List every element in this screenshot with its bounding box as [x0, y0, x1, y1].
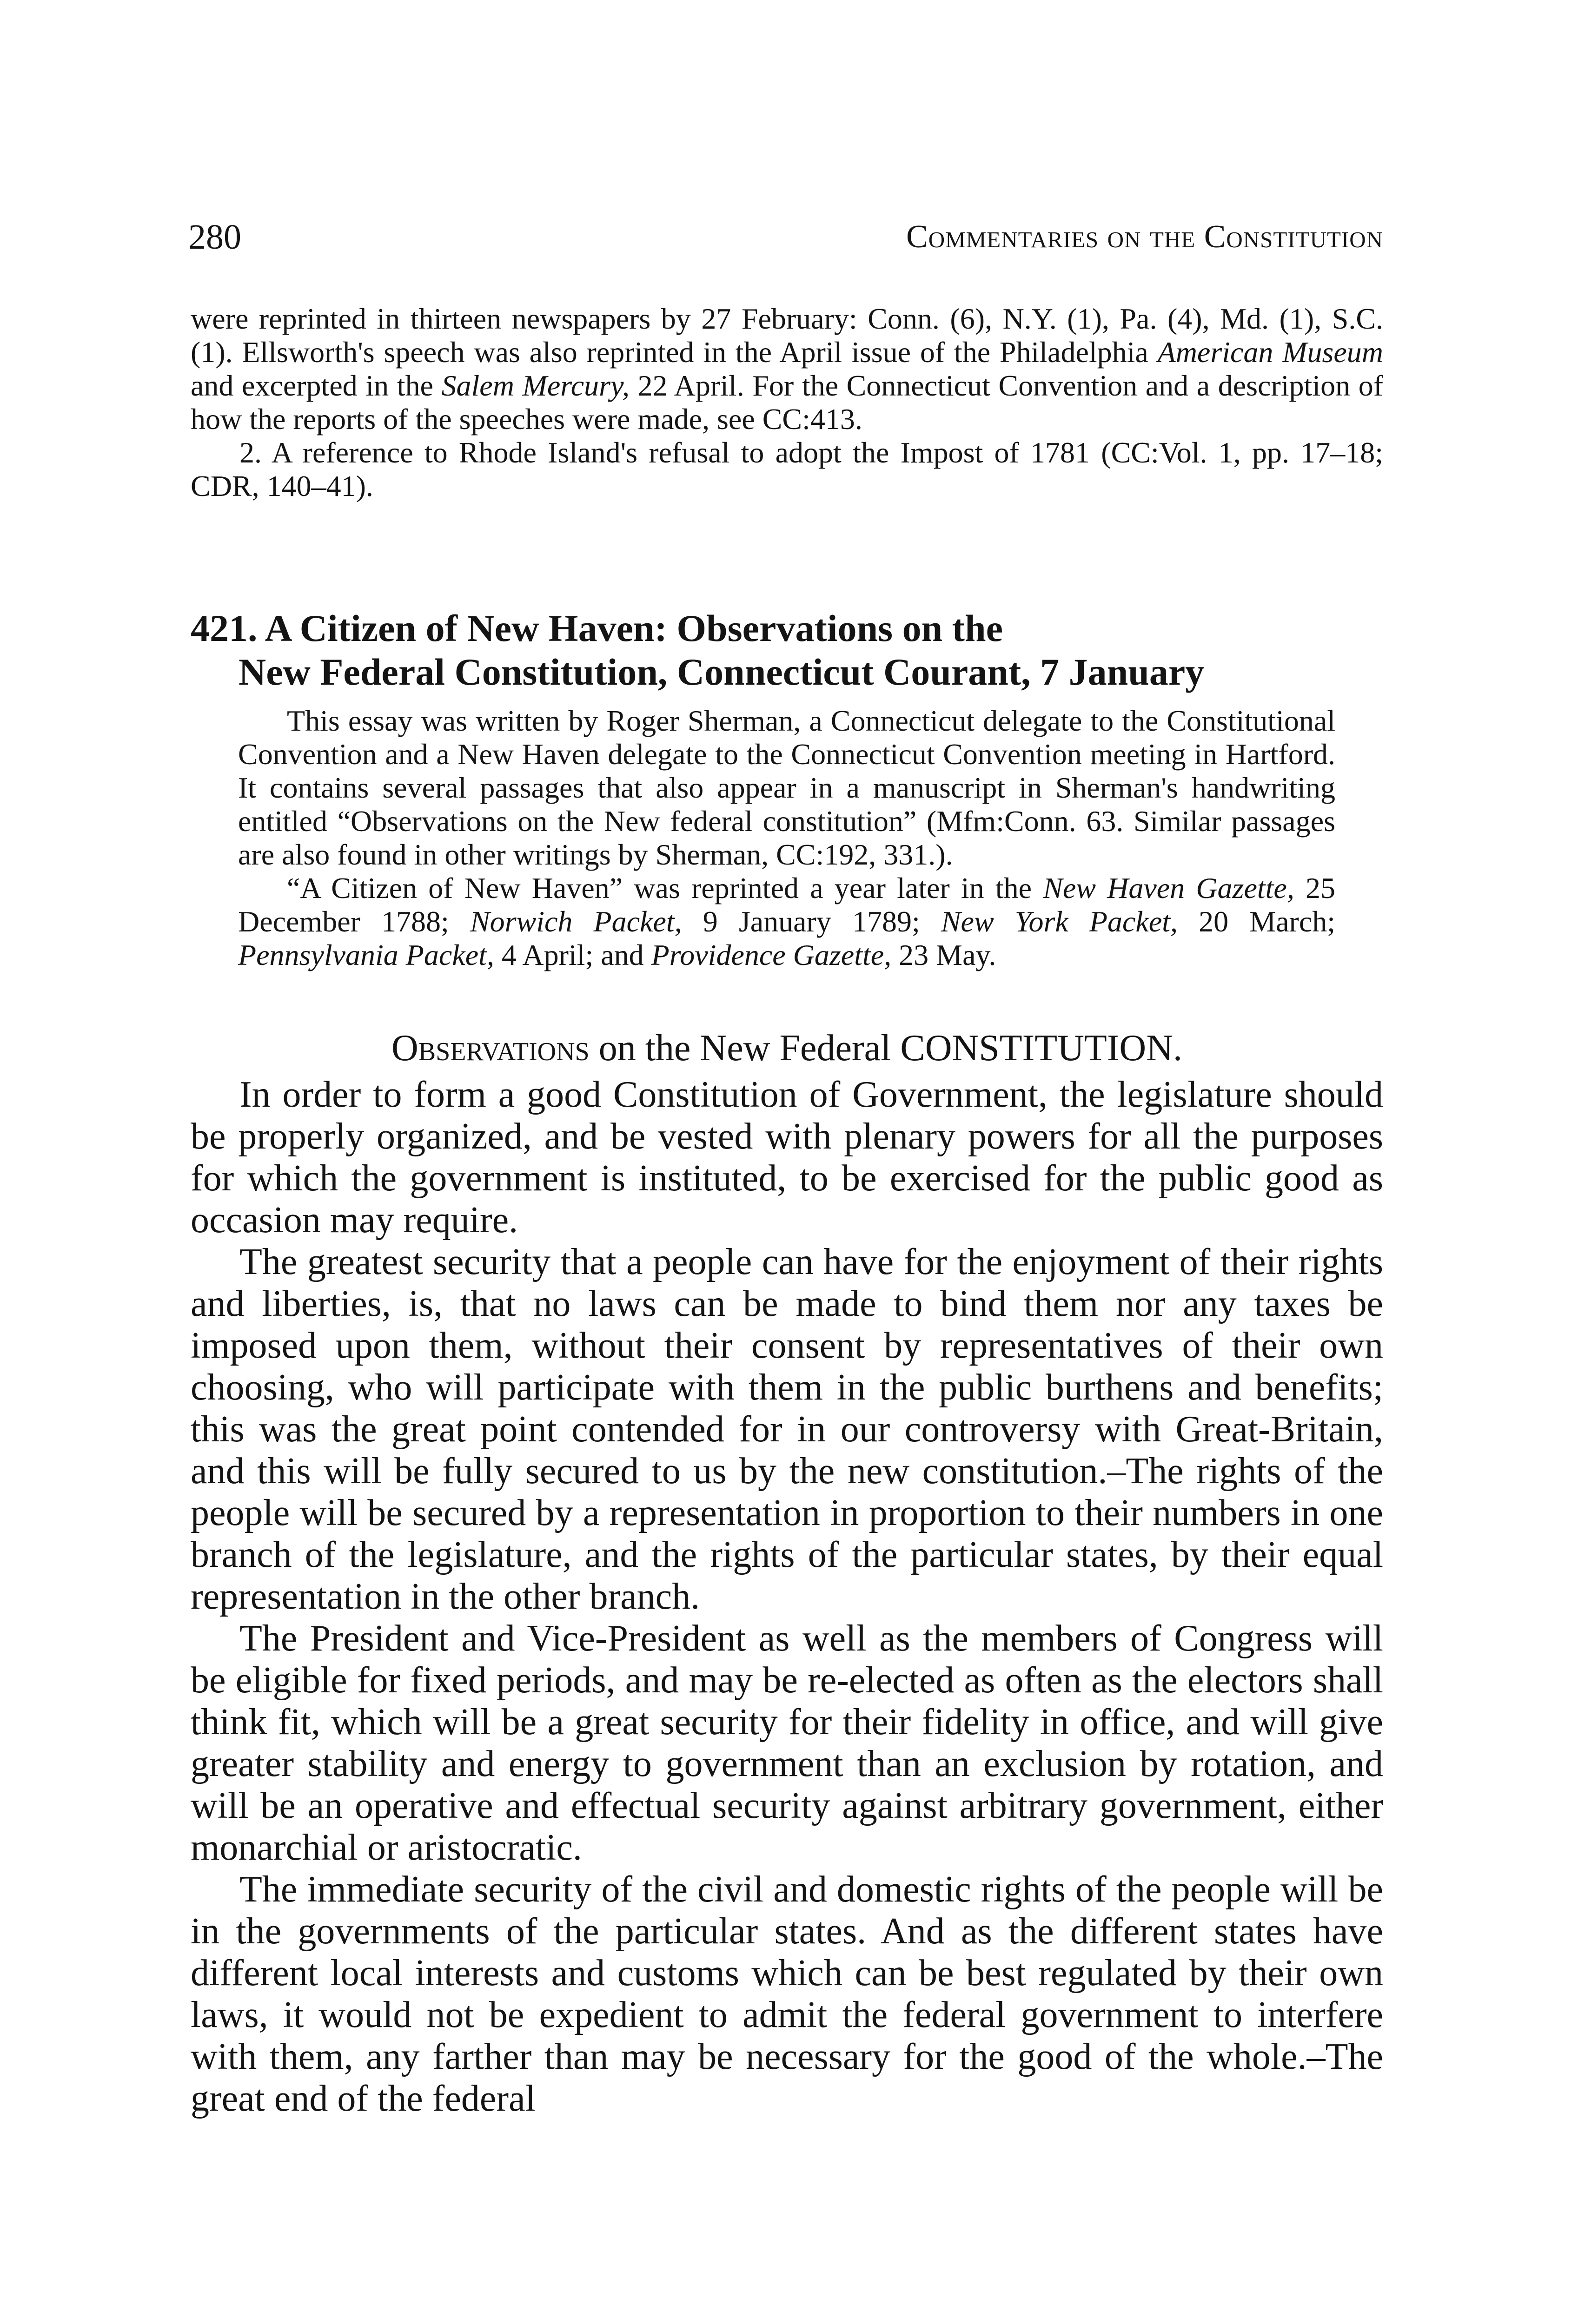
title-line-2: New Federal Constitution, Connecticut Courant, 7 January [239, 651, 1205, 693]
essay-body [191, 1074, 1383, 2119]
footnote-1-continuation: were reprinted in thirteen newspapers by 27 February: Conn. (6), N.Y. (1), Pa. (4), Md. (1), S.C. (1). Ellsworth's speech was also reprinted in the April issue of the Philadelphia American Museum and excerpted in the Salem Mercury, 22 April. For the Connecticut Convention and a description of how the reports of the speeches were made, see CC:413. [191, 302, 1384, 436]
essay-paragraph: In order to form a good Constitution of Government, the legislature should be properly organized, and be vested with plenary powers for all the purposes for which the government is instituted, to be exercised for the public good as occasion may require. [191, 1074, 1383, 1241]
essay-paragraph: The immediate security of the civil and domestic rights of the people will be in the governments of the particular states. And as the different states have different local interests and customs which can be best regulated by their own laws, it would not be expedient to admit the federal government to interfere with them, any farther than may be necessary for the good of the whole.–The great end of the federal [191, 1869, 1383, 2119]
document-title [191, 607, 1383, 694]
editorial-headnote [238, 704, 1335, 972]
headnote-paragraph-1: This essay was written by Roger Sherman, a Connecticut delegate to the Constitutional Convention and a New Haven delegate to the Connecticut Convention meeting in Hartford. It contains several passages that also appear in a manuscript in Sherman's handwriting entitled “Observations on the New federal constitution” (Mfm:Conn. 63. Similar passages are also found in other writings by Sherman, CC:192, 331.). [238, 704, 1335, 871]
footnote-2: 2. A reference to Rhode Island's refusal to adopt the Impost of 1781 (CC:Vol. 1, pp. 17–18; CDR, 140–41). [191, 436, 1383, 502]
essay-paragraph: The greatest security that a people can have for the enjoyment of their rights and liberties, is, that no laws can be made to bind them nor any taxes be imposed upon them, without their consent by representatives of their own choosing, who will participate with them in the public burthens and benefits; this was the great point contended for in our controversy with Great-Britain, and this will be fully secured to us by the new constitution.–The rights of the people will be secured by a representation in proportion to their numbers in one branch of the legislature, and the rights of the particular states, by their equal representation in the other branch. [191, 1241, 1383, 1617]
page-number: 280 [188, 218, 241, 257]
running-head: Commentaries on the Constitution [906, 219, 1383, 255]
page-header [188, 211, 1383, 263]
essay-paragraph: The President and Vice-President as well as the members of Congress will be eligible for fixed periods, and may be re-elected as often as the electors shall think fit, which will be a great security for their fidelity in office, and will give greater stability and energy to government than an exclusion by rotation, and will be an operative and effectual security against arbitrary government, either monarchial or aristocratic. [191, 1618, 1383, 1868]
essay-heading: Observations on the New Federal CONSTITUTION. [391, 1028, 1182, 1069]
title-line-1: 421. A Citizen of New Haven: Observations on the [191, 607, 1003, 649]
footnotes-continued [191, 302, 1383, 503]
headnote-paragraph-2: “A Citizen of New Haven” was reprinted a year later in the New Haven Gazette, 25 December 1788; Norwich Packet, 9 January 1789; New York Packet, 20 March; Pennsylvania Packet, 4 April; and Providence Gazette, 23 May. [238, 872, 1336, 971]
